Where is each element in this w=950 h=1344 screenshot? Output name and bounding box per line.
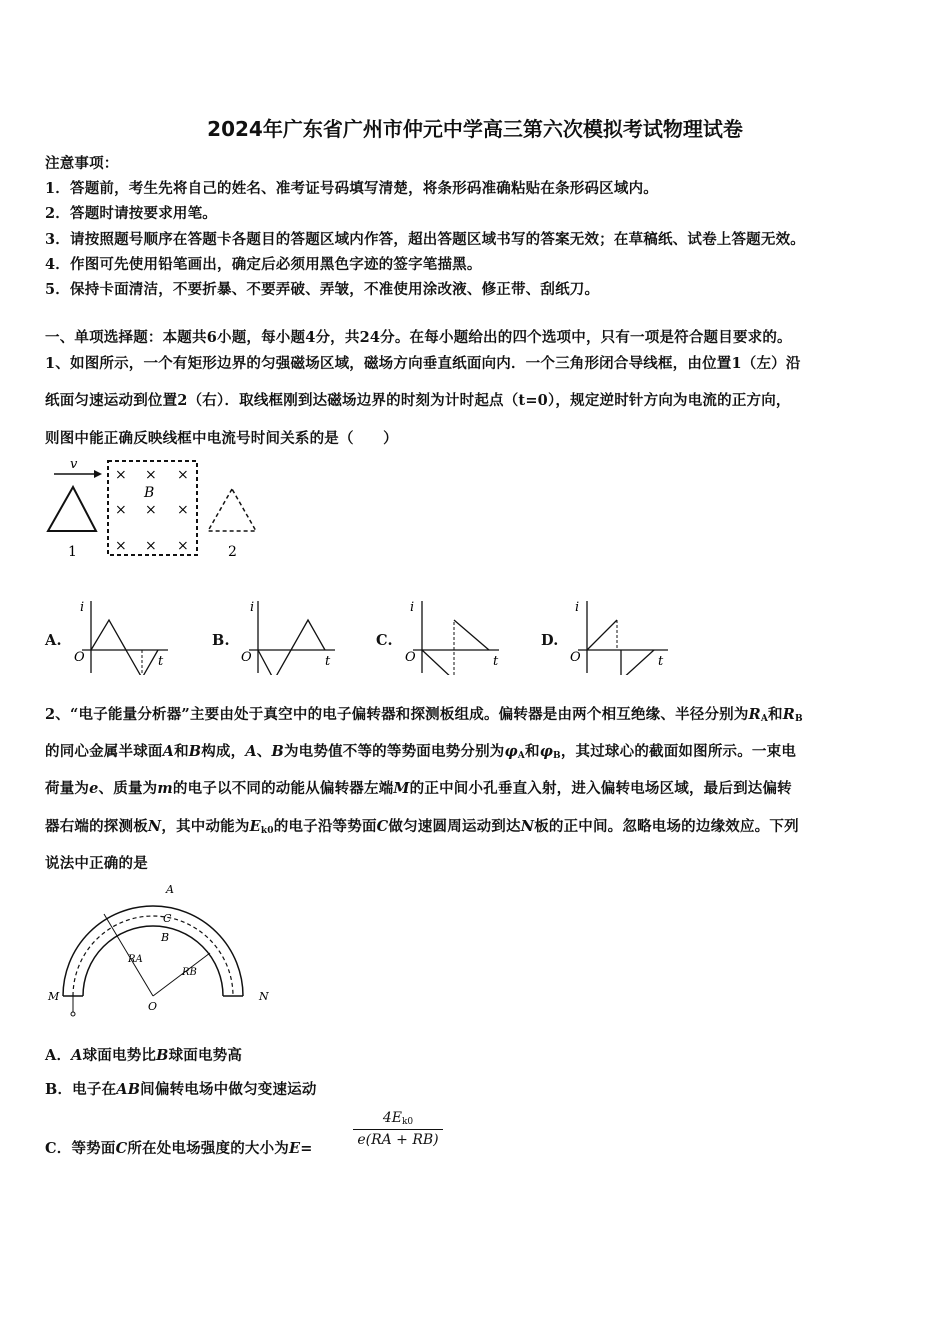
q2-option-b: B．电子在AB间偏转电场中做匀变速运动 <box>45 1081 317 1098</box>
svg-text:×: × <box>115 538 127 554</box>
notice-item: 3．请按照题号顺序在答题卡各题目的答题区域内作答，超出答题区域书写的答案无效；在草稿纸、试卷上答题无效。 <box>45 231 805 248</box>
label-O: O <box>148 1000 158 1013</box>
label-M: M <box>48 990 60 1003</box>
q1-magnetic-field-figure <box>40 455 280 565</box>
q2-line-2: 的同心金属半球面A和B构成，A、B为电势值不等的等势面电势分别为$\varphi_A$和$\varphi_B$，其过球心的截面如图所示。一束电 <box>45 743 797 761</box>
q2-option-c: C．等势面C所在处电场强度的大小为E= <box>45 1140 313 1157</box>
notice-item: 4．作图可先使用铅笔画出，确定后必须用黑色字迹的签字笔描黑。 <box>45 256 482 273</box>
position-1-label: 1 <box>68 544 77 560</box>
q2-line-3: 荷量为e、质量为m的电子以不同的动能从偏转器左端M的正中间小孔垂直入射，进入偏转电场区域，最后到达偏转 <box>45 780 792 797</box>
option-d-label: D. <box>541 632 559 649</box>
notice-item: 5．保持卡面清洁，不要折暴、不要弄破、弄皱，不准使用涂改液、修正带、刮纸刀。 <box>45 281 600 298</box>
svg-text:×: × <box>115 502 127 518</box>
velocity-arrow <box>54 470 102 478</box>
svg-text:×: × <box>145 502 157 518</box>
q2-option-a: A．A球面电势比B球面电势高 <box>45 1047 243 1064</box>
svg-text:t: t <box>325 654 331 669</box>
label-B: B <box>161 931 170 944</box>
option-b-label: B. <box>212 632 230 649</box>
q1-line: 则图中能正确反映线框中电流号时间关系的是（ ） <box>45 430 398 447</box>
svg-text:t: t <box>658 654 664 669</box>
notice-heading: 注意事项： <box>45 155 119 172</box>
triangle-position-1 <box>48 487 96 531</box>
option-c-graph <box>399 595 509 675</box>
option-c-label: C. <box>376 632 393 649</box>
label-RB: RB <box>182 967 197 978</box>
label-N: N <box>259 990 269 1003</box>
velocity-label: v <box>70 457 78 472</box>
svg-text:O: O <box>570 650 581 665</box>
label-RA: RA <box>128 954 143 965</box>
q2-line-5: 说法中正确的是 <box>45 855 148 872</box>
svg-text:×: × <box>177 538 189 554</box>
label-C: C <box>163 912 172 925</box>
option-a-label: A. <box>45 632 62 649</box>
svg-text:i: i <box>575 600 580 615</box>
q2-line-4: 器右端的探测板N，其中动能为$E_{k0}$的电子沿等势面C做匀速圆周运动到达N板的正中间。忽略电场的边缘效应。下列 <box>45 818 799 836</box>
triangle-position-2 <box>208 489 256 531</box>
svg-text:t: t <box>493 654 499 669</box>
notice-item: 1．答题前，考生先将自己的姓名、准考证号码填写清楚，将条形码准确粘贴在条形码区域内。 <box>45 180 658 197</box>
svg-text:O: O <box>74 650 85 665</box>
svg-text:×: × <box>177 502 189 518</box>
option-b-graph <box>235 595 345 675</box>
svg-text:t: t <box>158 654 164 669</box>
page-title: 2024年广东省广州市仲元中学高三第六次模拟考试物理试卷 <box>207 117 743 141</box>
option-a-graph <box>68 595 178 675</box>
svg-text:i: i <box>80 600 85 615</box>
svg-text:×: × <box>177 467 189 483</box>
svg-text:i: i <box>410 600 415 615</box>
field-strength-fraction: $\frac{4E_{k0}}{e(RA + RB)}$ <box>353 1110 443 1148</box>
option-d-graph <box>564 595 674 675</box>
field-B-label: B <box>144 485 155 501</box>
q1-line: 1、如图所示，一个有矩形边界的匀强磁场区域，磁场方向垂直纸面向内．一个三角形闭合导线框，由位置1（左）沿 <box>45 355 801 372</box>
q1-line: 纸面匀速运动到位置2（右）．取线框刚到达磁场边界的时刻为计时起点（t=0），规定逆时针方向为电流的正方向， <box>45 392 791 409</box>
q2-line-1: 2、“电子能量分析器”主要由处于真空中的电子偏转器和探测板组成。偏转器是由两个相互绝缘、半径分别为$R_A$和$R_B$ <box>45 706 803 724</box>
section-heading: 一、单项选择题：本题共6小题，每小题4分，共24分。在每小题给出的四个选项中，只有一项是符合题目要求的。 <box>45 329 792 346</box>
svg-text:O: O <box>241 650 252 665</box>
svg-text:×: × <box>145 538 157 554</box>
svg-text:O: O <box>405 650 416 665</box>
notice-item: 2．答题时请按要求用笔。 <box>45 205 217 222</box>
svg-text:i: i <box>250 600 255 615</box>
position-2-label: 2 <box>228 544 237 560</box>
label-A: A <box>166 883 174 896</box>
field-crosses <box>115 467 189 554</box>
q2-deflector-figure <box>40 880 280 1020</box>
svg-text:×: × <box>145 467 157 483</box>
svg-text:×: × <box>115 467 127 483</box>
